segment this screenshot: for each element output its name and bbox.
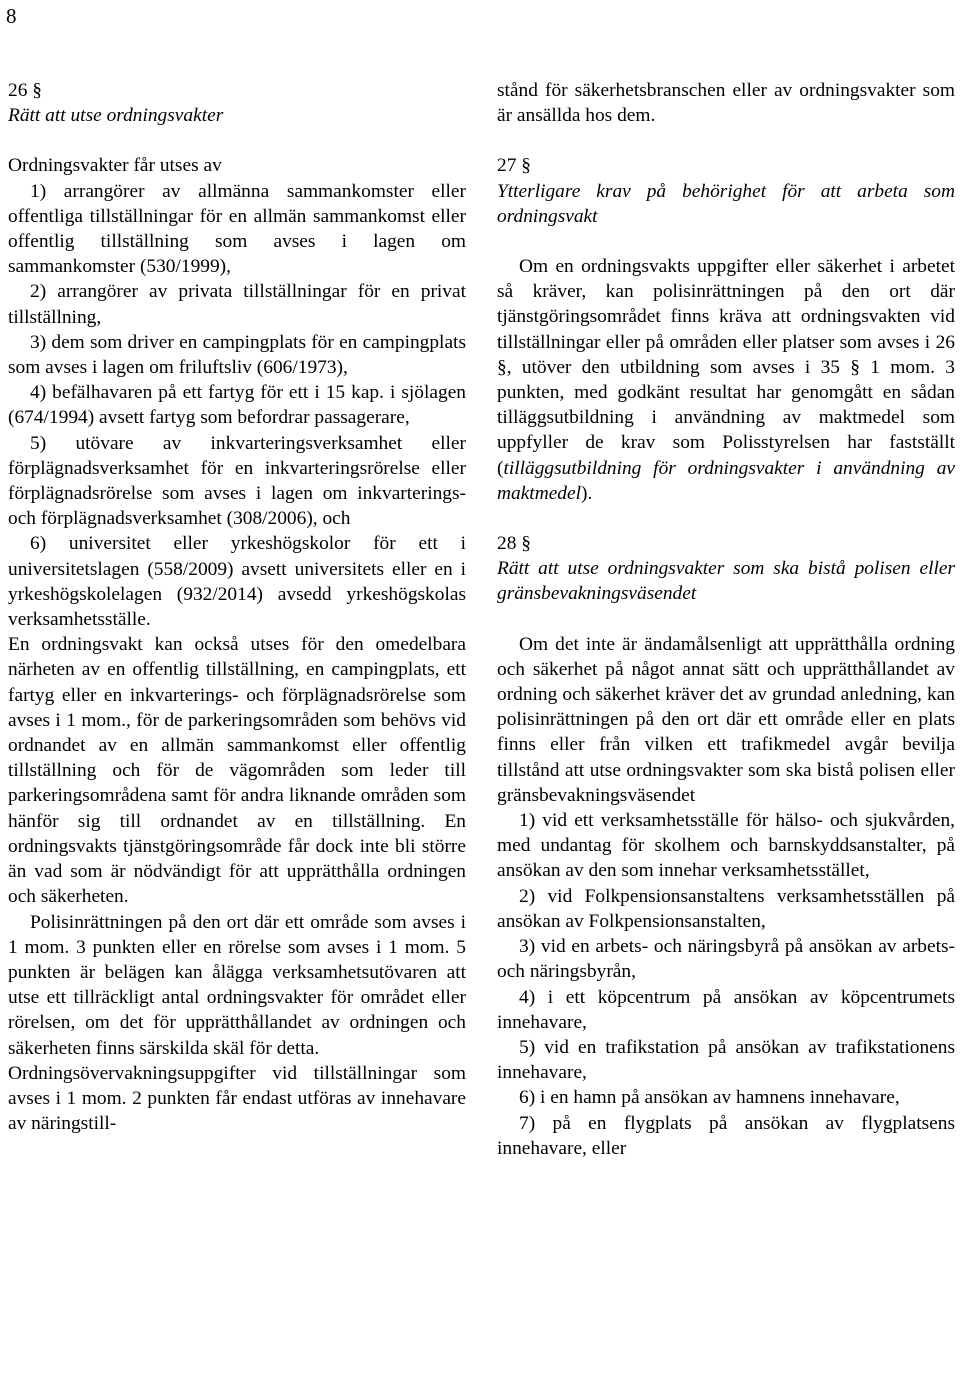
section-28-item-4: 4) i ett köpcentrum på ansökan av köpcentrumets innehavare, — [497, 986, 955, 1033]
section-28-number: 28 § — [497, 533, 531, 555]
section-28-item-2: 2) vid Folkpensionsanstaltens verksamhetsställen på ansökan av Folkpensionsanstalten, — [497, 885, 955, 932]
section-26-item-1: 1) arrangörer av allmänna sammankomster eller offentliga tillställningar för en allmän sammankomst eller offentlig tillställning som avses i lagen om sammankomster (530/1999), — [8, 180, 466, 278]
section-26-item-6: 6) universitet eller yrkeshögskolor för ett i universitetslagen (558/2009) avsett universitets eller en i yrkeshögskolelagen (932/2014) avsedd yrkeshögskolas verksamhetsställe. — [8, 533, 466, 631]
section-28-item-1: 1) vid ett verksamhetsställe för hälso- och sjukvården, med undantag för skolhem och barnskyddsanstalter, på ansökan av den som innehar verksamhetsstället, — [497, 810, 955, 882]
section-27-title: Ytterligare krav på behörighet för att arbeta som ordningsvakt — [497, 180, 955, 227]
section-26-title: Rätt att utse ordningsvakter — [8, 105, 224, 127]
section-28-item-7: 7) på en flygplats på ansökan av flygplatsens innehavare, eller — [497, 1112, 955, 1159]
section-26-item-5: 5) utövare av inkvarteringsverksamhet eller förplägnadsverksamhet för en inkvarteringsrörelse eller förplägnadsrörelse som avses i lagen om inkvarterings- och förplägnadsverksamhet (308/2006), och — [8, 432, 466, 530]
page-number: 8 — [6, 4, 17, 28]
section-26-paragraph-2: En ordningsvakt kan också utses för den omedelbara närheten av en offentlig tillställning, en campingplats, ett fartyg eller en inkvarterings- och förplägnadsrörelse som avses i 1 mom., för de parkeringsområden som behövs vid ordnandet av en allmän sammankomst eller offentlig tillställning och för de vägområden som leder till parkeringsområdena samt för andra liknande områden som hänför sig till ordnandet av en tillställning. En ordningsvakts tjänstgöringsområde får dock inte bli större än vad som är nödvändigt för att upprätthålla ordningen och säkerheten. — [8, 634, 466, 908]
section-26-item-4: 4) befälhavaren på ett fartyg för ett i 15 kap. i sjölagen (674/1994) avsett fartyg som befordrar passagerare, — [8, 382, 466, 429]
section-26-paragraph-4: Ordningsövervakningsuppgifter vid tillställningar som avses i 1 mom. 2 punkten får endast utföras av innehavare av näringstill- — [8, 1062, 466, 1135]
section-27-number: 27 § — [497, 155, 531, 177]
right-column — [497, 78, 955, 1161]
section-28-item-5: 5) vid en trafikstation på ansökan av trafikstationens innehavare, — [497, 1036, 955, 1084]
section-27-italic-term: tilläggsutbildning för ordningsvakter i användning av maktmedel — [497, 457, 955, 504]
section-26-item-3: 3) dem som driver en campingplats för en campingplats som avses i lagen om friluftsliv (606/1973), — [8, 331, 466, 379]
left-column — [8, 78, 466, 1136]
section-28-item-3: 3) vid en arbets- och näringsbyrå på ansökan av arbets- och näringsbyrån, — [497, 936, 955, 983]
section-27-text-end: ). — [581, 482, 593, 504]
section-27-paragraph — [497, 254, 955, 506]
section-28-paragraph: Om det inte är ändamålsenligt att upprätthålla ordning och säkerhet på något annat sätt och upprätthållandet av ordning och säkerhet kräver det av grundad anledning, kan polisinrättningen på den ort där ett område eller en plats finns eller från vilken ett trafikmedel avgår bevilja tillstånd att utse ordningsvakter som ska bistå polisen eller gränsbevakningsväsendet — [497, 633, 955, 806]
section-26-continuation: stånd för säkerhetsbranschen eller av ordningsvakter som är ansällda hos dem. — [497, 80, 955, 127]
section-26-intro: Ordningsvakter får utses av — [8, 155, 222, 177]
section-26-number: 26 § — [8, 80, 42, 101]
section-28-item-6: 6) i en hamn på ansökan av hamnens innehavare, — [519, 1087, 900, 1109]
section-26-paragraph-3: Polisinrättningen på den ort där ett område som avses i 1 mom. 3 punkten eller en rörelse som avses i 1 mom. 5 punkten är belägen kan ålägga verksamhetsutövaren att utse ett tillräckligt antal ordningsvakter för området eller rörelsen, om det för upprätthållandet av ordningen och säkerheten finns särskilda skäl för detta. — [8, 911, 466, 1059]
section-27-text-start: Om en ordningsvakts uppgifter eller säkerhet i arbetet så kräver, kan polisinrättningen på den ort där tjänstgöringsområdet finns kräva att ordningsvakten vid tillställningar eller på områden eller platser som avses i 26 §, utöver den utbildning som avses i 35 § 1 mom. 3 punkten, med godkänt resultat har genomgått en sådan tilläggsutbildning i användning av maktmedel som uppfyller de krav som Polisstyrelsen har fastställt ( — [497, 256, 955, 479]
section-26-item-2: 2) arrangörer av privata tillställningar för en privat tillställning, — [8, 281, 466, 328]
section-28-title: Rätt att utse ordningsvakter som ska bistå polisen eller gränsbevakningsväsendet — [497, 558, 955, 605]
